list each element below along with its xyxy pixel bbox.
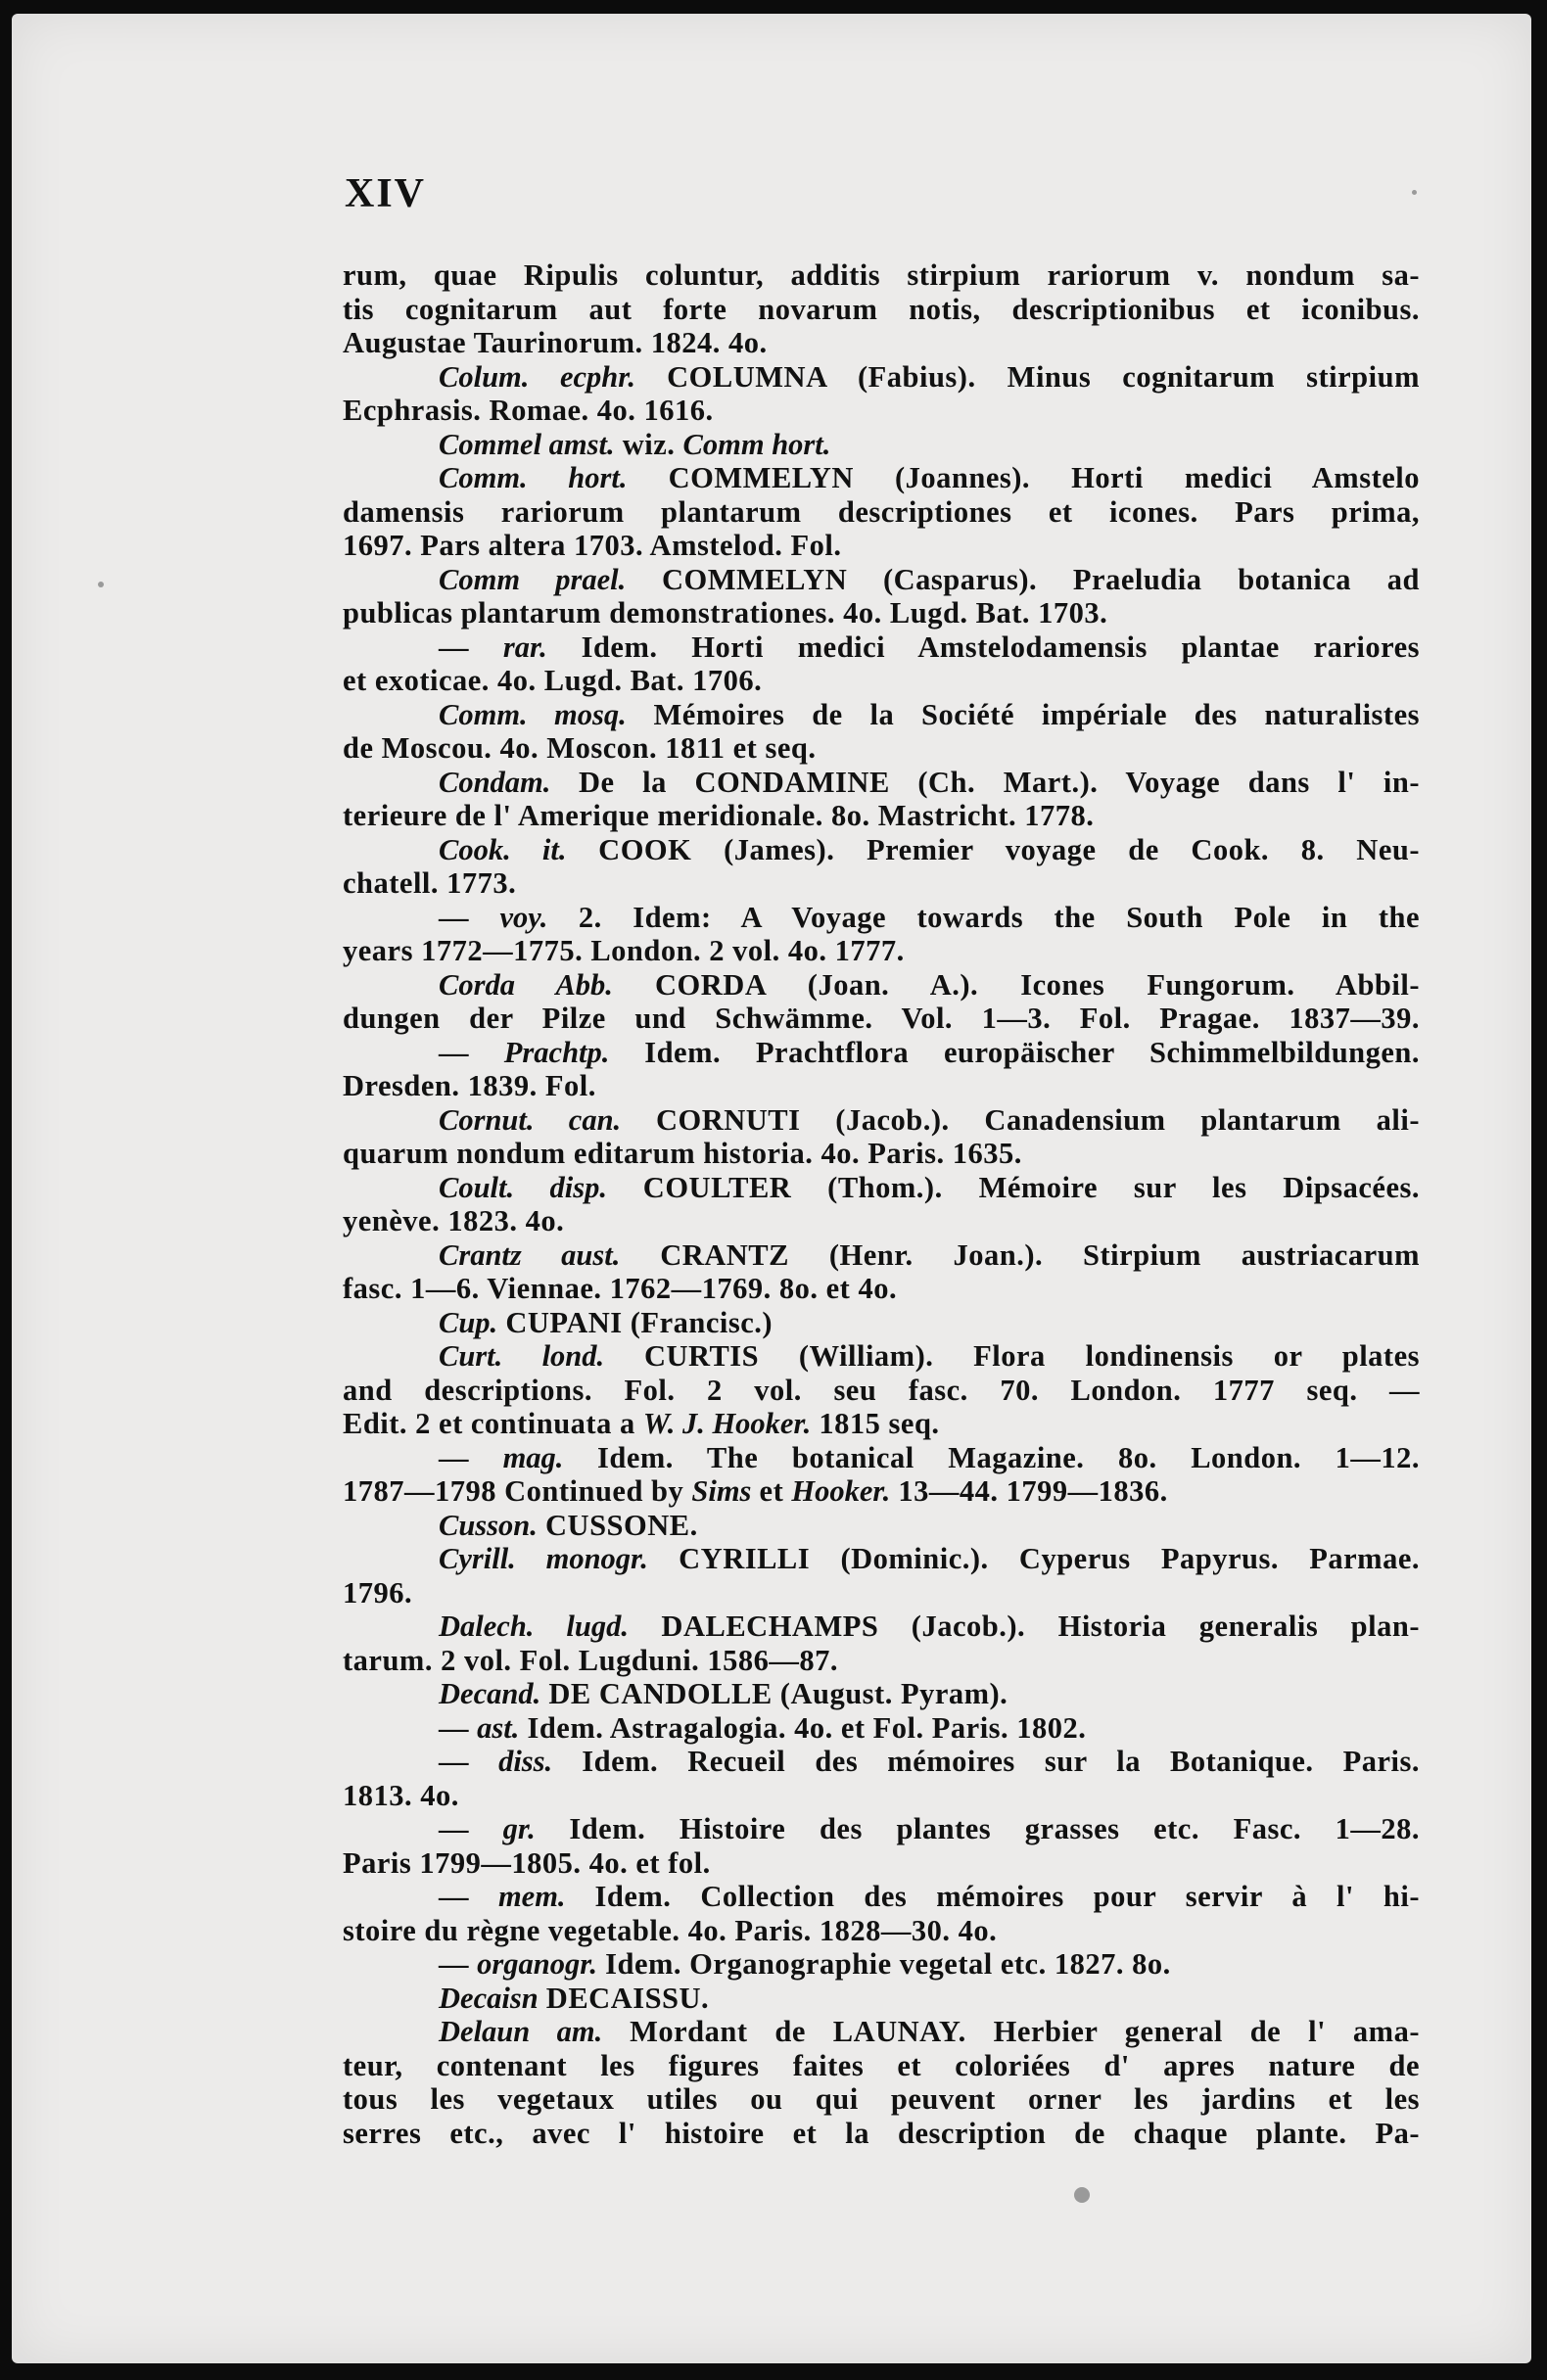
- line-text: COOK (James). Premier voyage de Cook. 8. Neu-: [566, 832, 1420, 866]
- text-line: [343, 360, 1420, 395]
- text-line: [343, 1576, 1420, 1610]
- text-line: [343, 1644, 1420, 1678]
- abbreviation: Crantz aust.: [439, 1237, 621, 1272]
- abbreviation: Decand.: [439, 1677, 541, 1710]
- text-line: [343, 766, 1420, 800]
- line-text: terieure de l' Amerique meridionale. 8o. Mastricht. 1778.: [343, 799, 1095, 832]
- text-line: [343, 1509, 1420, 1543]
- abbreviation: Dalech. lugd.: [439, 1610, 629, 1643]
- abbreviation: Colum. ecphr.: [439, 359, 636, 394]
- line-text: CORNUTI (Jacob.). Canadensium plantarum ali-: [621, 1102, 1420, 1137]
- text-line: [343, 563, 1420, 597]
- line-text: stoire du règne vegetable. 4o. Paris. 1828—30. 4o.: [343, 1913, 998, 1947]
- text-line: [343, 258, 1420, 293]
- line-text: —: [439, 630, 503, 664]
- text-line: [343, 968, 1420, 1003]
- text-line: [343, 1103, 1420, 1138]
- text-line: [343, 866, 1420, 901]
- text-line: [343, 630, 1420, 665]
- text-line: [343, 529, 1420, 563]
- line-text: —: [439, 1880, 498, 1913]
- line-text: —: [439, 900, 500, 934]
- text-line: [343, 901, 1420, 935]
- text-line: [343, 1812, 1420, 1846]
- line-text: —: [439, 1745, 499, 1778]
- abbreviation: Hooker.: [791, 1474, 891, 1508]
- text-line: [343, 664, 1420, 698]
- line-text: 13—44. 1799—1836.: [890, 1474, 1168, 1508]
- line-text: Idem. Histoire des plantes grasses etc. Fasc. 1—28.: [535, 1812, 1421, 1845]
- text-line: [343, 1779, 1420, 1813]
- text-line: [343, 934, 1420, 968]
- line-text: COLUMNA (Fabius). Minus cognitarum stirpium: [635, 359, 1420, 394]
- line-text: Dresden. 1839. Fol.: [343, 1069, 596, 1102]
- text-line: [343, 1171, 1420, 1205]
- line-text: serres etc., avec l' histoire et la description de chaque plante. Pa-: [343, 2116, 1420, 2150]
- text-line: [343, 1137, 1420, 1171]
- line-text: wiz.: [614, 427, 683, 461]
- line-text: Idem. Organographie vegetal etc. 1827. 8o.: [597, 1947, 1171, 1981]
- line-text: CUPANI (Francisc.): [497, 1305, 774, 1339]
- abbreviation: Comm hort.: [682, 427, 831, 461]
- abbreviation: Comm. mosq.: [439, 697, 627, 731]
- line-text: chatell. 1773.: [343, 866, 517, 900]
- line-text: Ecphrasis. Romae. 4o. 1616.: [343, 394, 714, 427]
- abbreviation: Comm prael.: [439, 562, 627, 596]
- line-text: 1697. Pars altera 1703. Amstelod. Fol.: [343, 529, 842, 562]
- line-text: Mémoires de la Société impériale des naturalistes: [626, 697, 1420, 731]
- line-text: Idem. Prachtflora europäischer Schimmelbildungen.: [609, 1035, 1420, 1069]
- abbreviation: Sims: [691, 1474, 752, 1508]
- line-text: CURTIS (William). Flora londinensis or plates: [604, 1339, 1420, 1373]
- abbreviation: mag.: [502, 1440, 564, 1474]
- line-text: —: [439, 1947, 478, 1981]
- abbreviation: voy.: [499, 900, 548, 934]
- text-line: [343, 1914, 1420, 1948]
- line-text: CORDA (Joan. A.). Icones Fungorum. Abbil-: [612, 967, 1420, 1002]
- text-line: [343, 1002, 1420, 1036]
- text-line: [343, 2082, 1420, 2117]
- text-line: [343, 1542, 1420, 1576]
- line-text: damensis rariorum plantarum descriptiones et icones. Pars prima,: [343, 494, 1420, 529]
- abbreviation: Corda Abb.: [439, 967, 613, 1002]
- abbreviation: mem.: [497, 1880, 566, 1913]
- line-text: CRANTZ (Henr. Joan.). Stirpium austriacarum: [620, 1237, 1420, 1272]
- line-text: et: [751, 1474, 792, 1508]
- abbreviation: Cyrill. monogr.: [439, 1542, 648, 1575]
- text-line: [343, 1441, 1420, 1475]
- text-line: [343, 495, 1420, 530]
- text-line: [343, 1036, 1420, 1070]
- abbreviation: diss.: [498, 1745, 553, 1778]
- line-text: —: [439, 1710, 478, 1745]
- scanned-page: [12, 14, 1531, 2363]
- text-line: [343, 1982, 1420, 2016]
- line-text: De la CONDAMINE (Ch. Mart.). Voyage dans l' in-: [550, 765, 1420, 799]
- line-text: dungen der Pilze und Schwämme. Vol. 1—3. Fol. Pragae. 1837—39.: [343, 1002, 1420, 1035]
- abbreviation: Comm. hort.: [439, 461, 628, 494]
- text-line: [343, 1272, 1420, 1306]
- abbreviation: Delaun am.: [439, 2015, 603, 2048]
- text-line: [343, 1846, 1420, 1881]
- index-text-block: [343, 258, 1420, 2150]
- line-text: fasc. 1—6. Viennae. 1762—1769. 8o. et 4o.: [343, 1272, 898, 1305]
- abbreviation: ast.: [477, 1710, 520, 1745]
- abbreviation: Cornut. can.: [439, 1102, 622, 1137]
- line-text: yenève. 1823. 4o.: [343, 1204, 565, 1237]
- line-text: teur, contenant les figures faites et coloriées d' apres nature de: [343, 2048, 1420, 2082]
- text-line: [343, 731, 1420, 766]
- text-line: [343, 833, 1420, 867]
- abbreviation: gr.: [502, 1812, 536, 1845]
- abbreviation: Decaisn: [439, 1981, 539, 2015]
- text-line: [343, 698, 1420, 732]
- line-text: DECAISSU.: [538, 1981, 710, 2015]
- line-text: Idem. Horti medici Amstelodamensis plantae rariores: [546, 630, 1421, 664]
- abbreviation: organogr.: [477, 1947, 598, 1981]
- line-text: Idem. Astragalogia. 4o. et Fol. Paris. 1802.: [519, 1710, 1087, 1745]
- text-line: [343, 1677, 1420, 1711]
- line-text: Idem. Recueil des mémoires sur la Botanique. Paris.: [552, 1745, 1420, 1778]
- line-text: DE CANDOLLE (August. Pyram).: [540, 1677, 1008, 1710]
- text-line: [343, 1069, 1420, 1103]
- line-text: Edit. 2 et continuata a: [343, 1407, 643, 1440]
- abbreviation: Condam.: [439, 765, 551, 799]
- text-line: [343, 2117, 1420, 2151]
- text-line: [343, 1711, 1420, 1746]
- text-line: [343, 1238, 1420, 1273]
- abbreviation: Curt. lond.: [439, 1339, 605, 1373]
- paper-speck: [1074, 2187, 1090, 2203]
- line-text: —: [439, 1812, 503, 1845]
- text-line: [343, 596, 1420, 630]
- line-text: years 1772—1775. London. 2 vol. 4o. 1777.: [343, 934, 905, 967]
- text-line: [343, 428, 1420, 462]
- line-text: 1813. 4o.: [343, 1778, 459, 1812]
- text-line: [343, 1474, 1420, 1509]
- text-line: [343, 1339, 1420, 1374]
- line-text: CYRILLI (Dominic.). Cyperus Papyrus. Parmae.: [647, 1542, 1420, 1575]
- line-text: tarum. 2 vol. Fol. Lugduni. 1586—87.: [343, 1643, 839, 1677]
- paper-speck: [98, 582, 104, 587]
- text-line: [343, 1880, 1420, 1914]
- line-text: 2. Idem: A Voyage towards the South Pole in the: [547, 900, 1420, 934]
- line-text: COMMELYN (Casparus). Praeludia botanica ad: [626, 562, 1420, 596]
- text-line: [343, 2049, 1420, 2083]
- line-text: and descriptions. Fol. 2 vol. seu fasc. 70. London. 1777 seq. —: [343, 1373, 1420, 1407]
- line-text: Idem. The botanical Magazine. 8o. London. 1—12.: [563, 1440, 1420, 1474]
- text-line: [343, 1204, 1420, 1238]
- text-line: [343, 1610, 1420, 1644]
- abbreviation: Cusson.: [439, 1508, 538, 1542]
- text-line: [343, 799, 1420, 833]
- text-line: [343, 394, 1420, 428]
- line-text: et exoticae. 4o. Lugd. Bat. 1706.: [343, 664, 763, 697]
- text-line: [343, 1745, 1420, 1779]
- line-text: CUSSONE.: [537, 1508, 698, 1542]
- line-text: Idem. Collection des mémoires pour servir à l' hi-: [565, 1880, 1420, 1913]
- abbreviation: W. J. Hooker.: [642, 1407, 812, 1440]
- text-line: [343, 293, 1420, 327]
- abbreviation: Cup.: [439, 1305, 498, 1339]
- text-line: [343, 1407, 1420, 1441]
- abbreviation: Prachtp.: [503, 1035, 610, 1069]
- text-line: [343, 1374, 1420, 1408]
- line-text: 1787—1798 Continued by: [343, 1474, 692, 1508]
- paper-speck: [1412, 190, 1417, 195]
- line-text: publicas plantarum demonstrationes. 4o. Lugd. Bat. 1703.: [343, 596, 1108, 630]
- text-line: [343, 1306, 1420, 1340]
- line-text: de Moscou. 4o. Moscon. 1811 et seq.: [343, 731, 817, 765]
- line-text: 1815 seq.: [811, 1407, 940, 1440]
- abbreviation: Commel amst.: [439, 427, 615, 461]
- line-text: Augustae Taurinorum. 1824. 4o.: [343, 326, 768, 359]
- text-line: [343, 326, 1420, 360]
- text-line: [343, 461, 1420, 495]
- abbreviation: rar.: [502, 630, 547, 664]
- line-text: Paris 1799—1805. 4o. et fol.: [343, 1845, 711, 1880]
- abbreviation: Coult. disp.: [439, 1170, 607, 1204]
- page-number: XIV: [345, 171, 427, 216]
- abbreviation: Cook. it.: [439, 832, 567, 866]
- line-text: DALECHAMPS (Jacob.). Historia generalis plan-: [628, 1610, 1420, 1643]
- line-text: —: [439, 1440, 503, 1474]
- line-text: —: [439, 1035, 504, 1069]
- text-line: [343, 2015, 1420, 2049]
- line-text: rum, quae Ripulis coluntur, additis stirpium rariorum v. nondum sa-: [343, 258, 1420, 292]
- line-text: tous les vegetaux utiles ou qui peuvent orner les jardins et les: [343, 2082, 1420, 2116]
- line-text: Mordant de LAUNAY. Herbier general de l' ama-: [602, 2015, 1420, 2048]
- text-line: [343, 1947, 1420, 1982]
- line-text: 1796.: [343, 1575, 413, 1610]
- line-text: COMMELYN (Joannes). Horti medici Amstelo: [627, 461, 1420, 494]
- line-text: COULTER (Thom.). Mémoire sur les Dipsacées.: [606, 1170, 1420, 1204]
- line-text: quarum nondum editarum historia. 4o. Paris. 1635.: [343, 1137, 1022, 1170]
- line-text: tis cognitarum aut forte novarum notis, descriptionibus et iconibus.: [343, 292, 1420, 326]
